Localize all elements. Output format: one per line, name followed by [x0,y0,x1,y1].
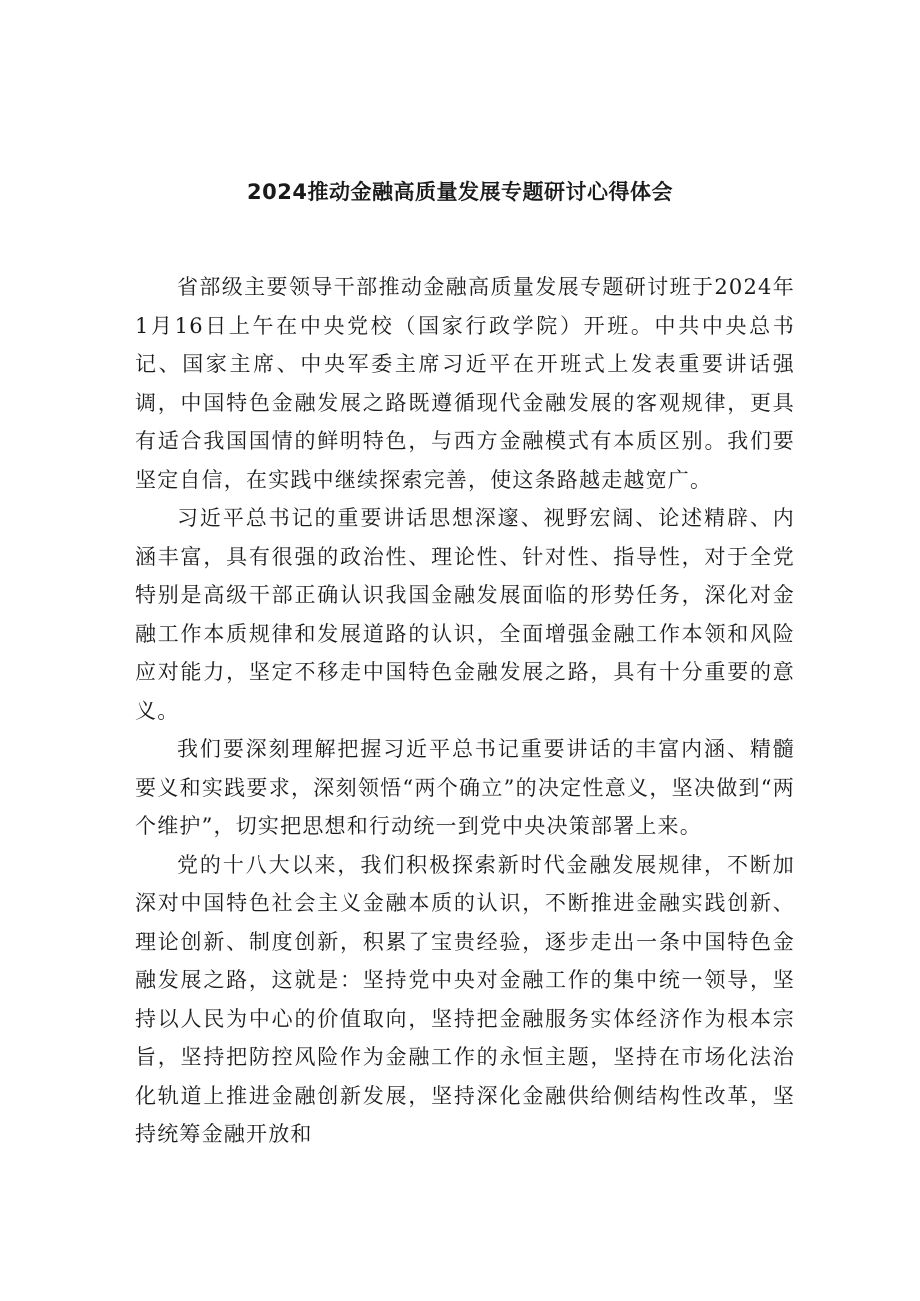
paragraph: 习近平总书记的重要讲话思想深邃、视野宏阔、论述精辟、内涵丰富，具有很强的政治性、理论性、针对性、指导性，对于全党特别是高级干部正确认识我国金融发展面临的形势任务，深化对金融工作本质规律和发展道路的认识，全面增强金融工作本领和风险应对能力，坚定不移走中国特色金融发展之路，具有十分重要的意义。 [135,506,795,723]
paragraph: 省部级主要领导干部推动金融高质量发展专题研讨班于2024年1月16日上午在中央党校（国家行政学院）开班。中共中央总书记、国家主席、中央军委主席习近平在开班式上发表重要讲话强调，中国特色金融发展之路既遵循现代金融发展的客观规律，更具有适合我国国情的鲜明特色，与西方金融模式有本质区别。我们要坚定自信，在实践中继续探索完善，使这条路越走越宽广。 [135,275,795,492]
document-title: 2024推动金融高质量发展专题研讨心得体会 [247,180,673,204]
paragraph: 我们要深刻理解把握习近平总书记重要讲话的丰富内涵、精髓要义和实践要求，深刻领悟“两个确立”的决定性意义，坚决做到“两个维护”，切实把思想和行动统一到党中央决策部署上来。 [135,737,795,838]
document-body [135,268,795,1154]
paragraph: 党的十八大以来，我们积极探索新时代金融发展规律，不断加深对中国特色社会主义金融本质的认识，不断推进金融实践创新、理论创新、制度创新，积累了宝贵经验，逐步走出一条中国特色金融发展之路，这就是：坚持党中央对金融工作的集中统一领导，坚持以人民为中心的价值取向，坚持把金融服务实体经济作为根本宗旨，坚持把防控风险作为金融工作的永恒主题，坚持在市场化法治化轨道上推进金融创新发展，坚持深化金融供给侧结构性改革，坚持统筹金融开放和 [135,852,795,1146]
